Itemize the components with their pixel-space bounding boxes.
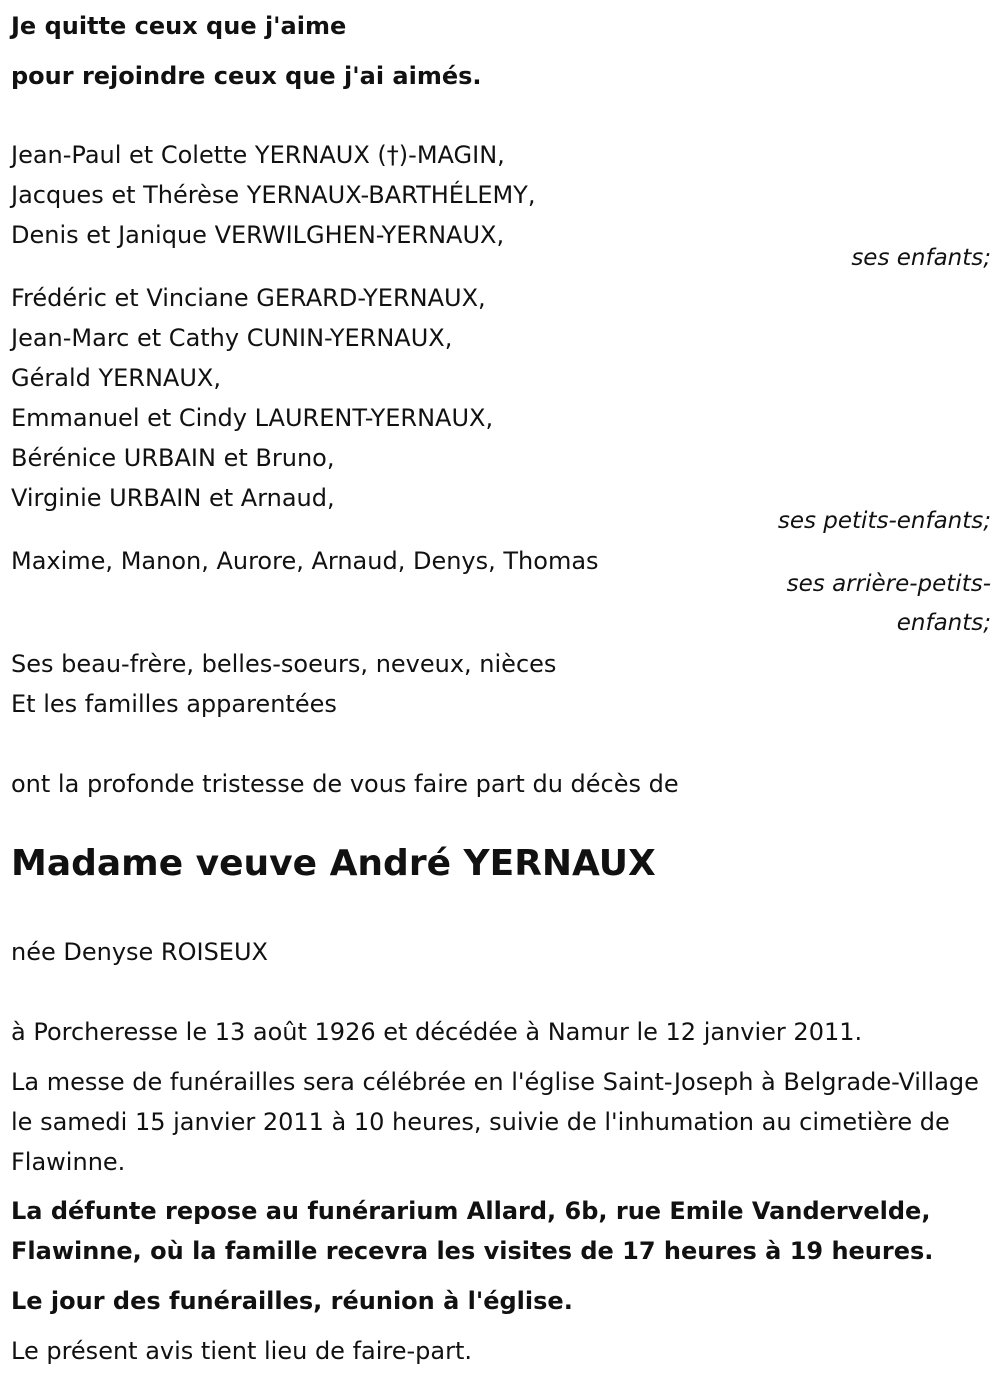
funeral-meeting-text: Le jour des funérailles, réunion à l'église. — [11, 1287, 573, 1315]
notice-text: Le présent avis tient lieu de faire-part. — [11, 1337, 473, 1365]
children-label: ses enfants; — [851, 245, 991, 271]
quote-line-1: Je quitte ceux que j'aime — [11, 12, 347, 40]
grandchild-name: Gérald YERNAUX, — [11, 364, 221, 392]
grandchild-name: Jean-Marc et Cathy CUNIN-YERNAUX, — [11, 324, 453, 352]
quote-line-2: pour rejoindre ceux que j'ai aimés. — [11, 62, 482, 90]
visitation-line-2: Flawinne, où la famille recevra les visites de 17 heures à 19 heures. — [11, 1237, 934, 1265]
funeral-mass-text: La messe de funérailles sera célébrée en l'église Saint-Joseph à Belgrade-Village le samedi 15 janvier 2011 à 10 heures, suivie de l'inhumation au cimetière de Flawinne. — [11, 1068, 979, 1176]
child-name: Jacques et Thérèse YERNAUX-BARTHÉLEMY, — [11, 181, 536, 209]
grandchild-name: Bérénice URBAIN et Bruno, — [11, 444, 335, 472]
child-name: Jean-Paul et Colette YERNAUX (†)-MAGIN, — [11, 141, 505, 169]
announcement-text: ont la profonde tristesse de vous faire part du décès de — [11, 770, 679, 798]
birth-name: née Denyse ROISEUX — [11, 938, 268, 966]
great-grandchildren-names: Maxime, Manon, Aurore, Arnaud, Denys, Thomas — [11, 547, 599, 575]
birth-death-dates: à Porcheresse le 13 août 1926 et décédée à Namur le 12 janvier 2011. — [11, 1018, 863, 1046]
grandchild-name: Virginie URBAIN et Arnaud, — [11, 484, 335, 512]
deceased-name: Madame veuve André YERNAUX — [11, 843, 656, 884]
relatives-line-1: Ses beau-frère, belles-soeurs, neveux, nièces — [11, 650, 557, 678]
great-grandchildren-label-line-2: enfants; — [896, 610, 991, 636]
grandchild-name: Emmanuel et Cindy LAURENT-YERNAUX, — [11, 404, 494, 432]
relatives-line-2: Et les familles apparentées — [11, 690, 337, 718]
visitation-line-1: La défunte repose au funérarium Allard, 6b, rue Emile Vandervelde, — [11, 1197, 931, 1225]
great-grandchildren-label-line-1: ses arrière-petits- — [786, 571, 991, 597]
grandchildren-label: ses petits-enfants; — [777, 508, 991, 534]
child-name: Denis et Janique VERWILGHEN-YERNAUX, — [11, 221, 505, 249]
grandchild-name: Frédéric et Vinciane GERARD-YERNAUX, — [11, 284, 486, 312]
